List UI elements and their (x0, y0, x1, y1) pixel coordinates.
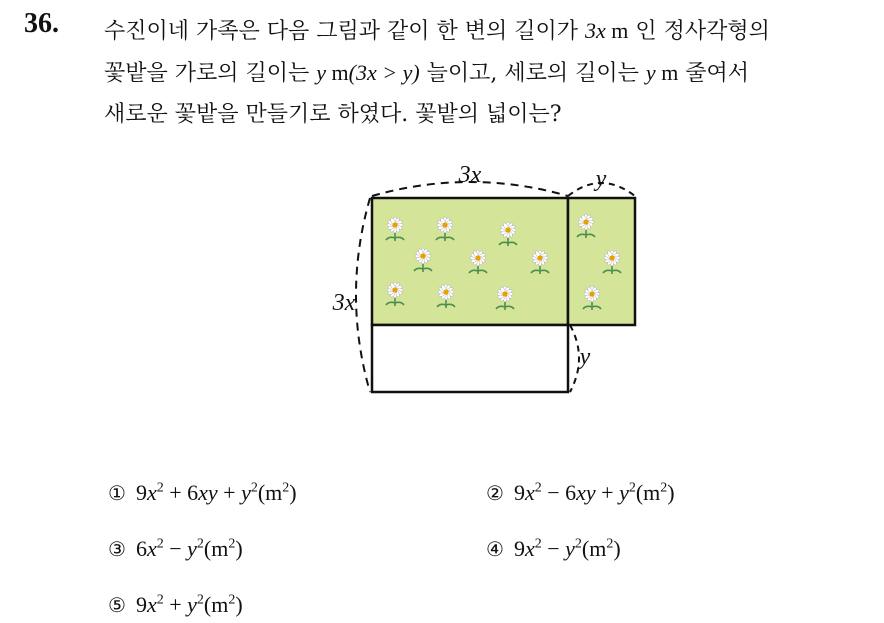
stem-text: 수진이네 가족은 다음 그림과 같이 한 변의 길이가 (104, 19, 585, 44)
right-brace-y (570, 325, 579, 392)
choice-2[interactable] (486, 480, 675, 506)
choice-3[interactable] (108, 536, 243, 562)
flower-icon (583, 286, 601, 310)
extension-garden (568, 198, 635, 325)
math-y: y (316, 60, 327, 85)
choice-1-text: $9x^2 + 6xy + y^2(m^2)$ (135, 480, 297, 505)
unit-m: m (326, 60, 349, 85)
choice-2-text: $9x^2 - 6xy + y^2(m^2)$ (513, 480, 675, 505)
question-stem (104, 10, 874, 135)
choice-1[interactable] (108, 480, 297, 506)
flower-icon (436, 217, 454, 241)
unit-m: m (655, 60, 679, 85)
left-brace-3x (356, 198, 370, 392)
stem-line-2 (104, 52, 874, 94)
math-condition: (3x > y) (348, 60, 420, 85)
choice-5[interactable] (108, 592, 243, 618)
garden-figure (320, 150, 650, 400)
math-3x: 3x (585, 18, 606, 43)
label-top-y: y (595, 166, 607, 192)
flower-icon (386, 217, 404, 241)
choice-marker: ③ (108, 537, 126, 561)
label-top-3x: 3x (458, 162, 482, 188)
question-number: 36. (24, 8, 59, 39)
flower-icon (499, 222, 517, 246)
math-y: y (645, 60, 656, 85)
flower-icon (577, 214, 595, 238)
label-right-y: y (579, 344, 591, 370)
stem-line-3: 새로운 꽃밭을 만들기로 하였다. 꽃밭의 넓이는? (104, 102, 562, 127)
choice-marker: ② (486, 481, 504, 505)
flower-icon (496, 286, 514, 310)
choice-5-text: $9x^2 + y^2(m^2)$ (135, 592, 243, 617)
stem-text: 인 정사각형의 (628, 19, 770, 44)
choice-marker: ⑤ (108, 593, 126, 617)
flower-icon (469, 250, 487, 274)
stem-line-1 (104, 10, 874, 52)
choice-marker: ④ (486, 537, 504, 561)
flower-icon (531, 250, 549, 274)
flower-icon (603, 250, 621, 274)
unit-m: m (605, 18, 629, 43)
stem-text: 늘이고, 세로의 길이는 (419, 61, 646, 86)
choice-4[interactable] (486, 536, 621, 562)
removed-strip (372, 325, 568, 392)
choice-marker: ① (108, 481, 126, 505)
stem-text: 꽃밭을 가로의 길이는 (104, 61, 317, 86)
choice-3-text: $6x^2 - y^2(m^2)$ (135, 536, 243, 561)
label-left-3x: 3x (332, 290, 356, 316)
flower-icon (386, 282, 404, 306)
flower-icon (414, 248, 432, 272)
choice-4-text: $9x^2 - y^2(m^2)$ (513, 536, 621, 561)
stem-text: 줄여서 (678, 61, 750, 86)
flower-icon (437, 284, 455, 308)
